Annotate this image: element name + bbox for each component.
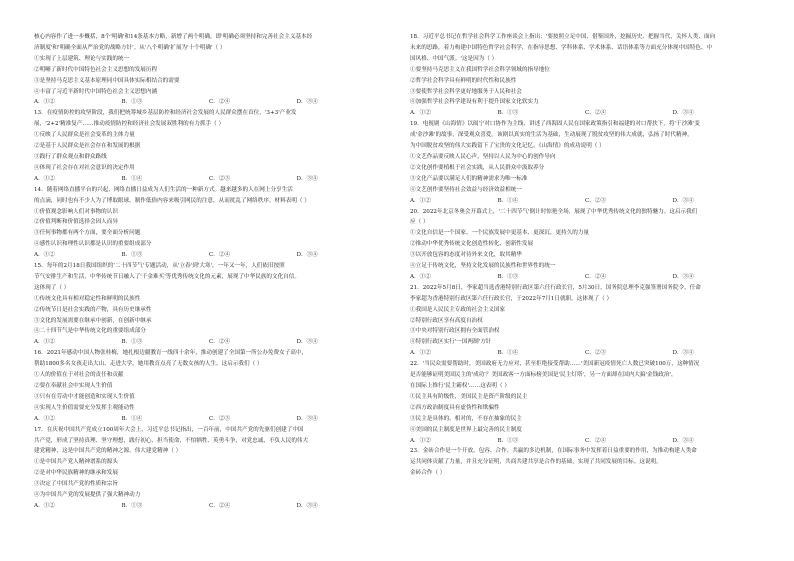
text-line: 20．2022年北京冬奥会开幕式上，'二十四节气'倒计时惊艳全场，展现了中华优秀传统文化的独特魅力。这启示我们 — [410, 208, 698, 215]
answer-option: C．②④ — [585, 110, 607, 117]
answer-option: D．③④ — [296, 415, 318, 422]
text-line: ③文化的发展需要在继承中创新，在创新中继承 — [34, 317, 152, 324]
text-line: ③以开放包容的态度对待外来文化，取其精华 — [410, 252, 522, 259]
answer-option: C．②③ — [585, 197, 607, 204]
answer-option: D．③④ — [296, 99, 318, 106]
text-line: ②明晰了新时代中国特色社会主义思想的发展历程 — [34, 66, 158, 73]
right-column — [410, 32, 760, 541]
answer-option: C．②④ — [585, 273, 607, 280]
text-line: ④美国的民主制度是世界上最完善的民主制度 — [410, 426, 522, 433]
text-line: ②文化创作要植根于社会实践，从人民群众中汲取养分 — [410, 164, 545, 171]
answer-option: C．②③ — [209, 175, 231, 182]
text-line: 22．'当民众需要帮助时，美国政府无力应对，甚至拒绝接受帮助……'美国新冠疫情死亡人数已突破100万，这种情况 — [410, 361, 700, 368]
answer-option: A．①② — [34, 99, 55, 106]
answer-option: D．③④ — [296, 339, 318, 346]
text-line: ①是中国共产党人精神谱系的源头 — [34, 459, 118, 466]
text-line: 这体现了（ ） — [34, 284, 70, 291]
text-line: 21．2022年5月8日，李家超当选香港特别行政区第六任行政长官，5月30日，国务院总理李克强签署国务院令，任命 — [410, 284, 701, 291]
answer-option: C．②④ — [209, 339, 231, 346]
text-line: 建党精神，这是中国共产党的精神之源。伟大建党精神（ ） — [34, 448, 182, 455]
answer-option: A．①② — [34, 175, 55, 182]
text-line: 共产党，形成了坚持真理、坚守理想，践行初心、担当使命，不怕牺牲、英勇斗争，对党忠诚、不负人民的伟大 — [34, 437, 309, 444]
text-line: ②推动中华优秀传统文化创造性转化、创新性发展 — [410, 241, 534, 248]
text-line: ③中央对特别行政区拥有全面管治权 — [410, 328, 500, 335]
text-line: ②特别行政区享有高度自治权 — [410, 317, 483, 324]
text-line: ③只有在劳动中才能创造和实现人生价值 — [34, 393, 135, 400]
answer-option: A．①② — [410, 110, 431, 117]
left-column — [34, 32, 384, 541]
answer-option: B．①③ — [497, 110, 519, 117]
text-line: 为中国脱贫攻坚的伟大实践留下了宝贵的文化记忆。《山海情》的成功说明（ ） — [410, 143, 605, 150]
answer-option: C．②④ — [209, 502, 231, 509]
answer-option: B．①④ — [121, 175, 143, 182]
answer-option: A．①② — [410, 197, 431, 204]
text-line: 16．2021年感动中国人物张桂梅，她扎根边疆教育一线四十余年，推动创建了全国第一所公办免费女子高中， — [34, 350, 308, 357]
text-line: ③是坚持马克思主义基本原理同中国具体实际相结合的需要 — [34, 77, 180, 84]
answer-option: A．①② — [410, 273, 431, 280]
text-line: 国风格、中国气派。'这是因为（ ） — [410, 55, 498, 62]
answer-option: D．③④ — [296, 175, 318, 182]
text-line: 李家超为香港特别行政区第六任行政长官，于2022年7月1日就职。这体现了（ ） — [410, 295, 613, 302]
text-line: ④立足于传统文化，坚持文化发展的民族性和世界性的统一 — [410, 263, 556, 270]
answer-option: D．③④ — [672, 437, 694, 444]
answer-options — [34, 250, 384, 261]
text-line: ③决定了中国共产党的性质和宗旨 — [34, 481, 118, 488]
text-line: ④为中国共产党的发展提供了强大精神动力 — [34, 492, 141, 499]
text-line: ④文艺创作要坚持社会效益与经济效益相统一 — [410, 186, 522, 193]
text-line: ④特别行政区实行'一国两制'方针 — [410, 339, 492, 346]
text-line: ①我国是人民民主专政的社会主义国家 — [410, 306, 506, 313]
answer-option: B．①③ — [121, 502, 143, 509]
text-line: ③践行了群众观点和群众路线 — [34, 153, 107, 160]
text-line: 的点滴，同时也有不少人为了博取眼球，制作低俗内容来吸引网民的注意，从而扰乱了网络秩序。材料表明（ ） — [34, 197, 310, 204]
answer-options — [34, 337, 384, 348]
text-line: 23．金砖合作是一个开放、包容、合作、共赢的多边机制，在国际事务中发挥着日益重要的作用，为推动构建人类命 — [410, 448, 697, 455]
text-line: 未来的思路，着力构建中国特色哲学社会科学，在指导思想、学科体系、学术体系、话语体系等方面充分体现中国特色、中 — [410, 44, 713, 51]
text-line: ④体现了社会存在对社会意识的决定作用 — [34, 164, 135, 171]
text-line: ①反映了人民群众是社会变革的主体力量 — [34, 132, 135, 139]
answer-options — [410, 108, 760, 119]
answer-option: A．①② — [410, 437, 431, 444]
answer-option: C．②③ — [585, 350, 607, 357]
text-line: ④加强哲学社会科学建设有利于提升国家文化软实力 — [410, 99, 539, 106]
answer-option: A．①② — [410, 350, 431, 357]
text-line: 应（ ） — [410, 219, 429, 226]
answer-options — [410, 272, 760, 283]
text-line: ①实现了上层建筑、理论与实践的统一 — [34, 55, 130, 62]
text-line: 核心内容作了进一步概括，8个'明确'和14条基本方略，新增了两个明确，即'明确必须坚持和完善社会主义基本经 — [34, 34, 313, 40]
text-line: 金砖合作（ ） — [410, 470, 446, 477]
text-line: 17．在庆祝中国共产党成立100周年大会上，习近平总书记指出，一百年前，中国共产党的先驱们创建了中国 — [34, 426, 304, 433]
text-line: ②西方政治制度具有虚伪性和欺骗性 — [410, 404, 500, 411]
answer-options — [34, 501, 384, 512]
answer-option: B．①③ — [121, 252, 143, 259]
text-line: ②价值判断和价值选择会因人而异 — [34, 219, 118, 226]
answer-option: C．②④ — [209, 252, 231, 259]
answer-option: A．①② — [34, 339, 55, 346]
text-line: 展，'2+2'精准复产……推动疫情防控和经济社会发展双胜利的有力抓手（ ） — [34, 121, 225, 128]
text-line: ②是基于人民群众是社会存在和发展的根据 — [34, 143, 141, 150]
text-line: ①文化自信是一个国家、一个民族发展中更基本、更深沉、更持久的力量 — [410, 230, 590, 237]
text-line: 在国际上推行'民主霸权'……这表明（ ） — [410, 383, 510, 389]
text-line: ④实现人生价值需要充分发挥主观能动性 — [34, 404, 135, 411]
text-line: ①人的价值在于对社会的责任和贡献 — [34, 372, 124, 379]
text-line: ③民主是具体的、相对的，不存在抽象的民主 — [410, 415, 522, 422]
answer-option: D．③④ — [296, 502, 318, 509]
text-line: ①民主具有阶级性，美国民主是资产阶级的民主 — [410, 393, 528, 400]
text-line: 15．每年的2月18日我国组织的'二十四节气'专题活动，从'立春'到'大寒'，一年又一年，人们依旧按照 — [34, 263, 285, 270]
text-line: 是否能够证明美国民主的'成功'？美国政客一方面标榜美国是'民主灯塔'，另一方面却在国内大搞'金钱政治'， — [410, 372, 677, 379]
text-line: 运共同体贡献了力量，并且充分证明，共商共建共享是合作的基础，实现了共同发展的目标。这说明， — [410, 459, 662, 466]
text-line: 帮助1800多名女孩走出大山、走进大学，她用教育点亮了无数女孩的人生。这启示我们（ ） — [34, 361, 263, 368]
answer-option: A．①② — [34, 502, 55, 509]
answer-option: B．①④ — [497, 350, 519, 357]
text-line: ①要坚持马克思主义在我国哲学社会科学领域的指导地位 — [410, 66, 550, 73]
text-line: ③要使哲学社会科学更好地服务于人民和社会 — [410, 88, 522, 95]
text-line: 节气安排生产和生活，中华传统节日融入了'千金难买'等优秀传统文化的元素，展现了中华民族的文化自信。 — [34, 273, 300, 280]
answer-option: C．②④ — [585, 437, 607, 444]
answer-option: C．②④ — [209, 99, 231, 106]
answer-option: D．③④ — [672, 350, 694, 357]
text-line: ③任何事物都有两个方面，要全面分析问题 — [34, 230, 141, 237]
answer-option: D．③④ — [296, 252, 318, 259]
answer-options — [410, 436, 760, 447]
answer-options — [34, 174, 384, 185]
answer-option: B．①③ — [497, 437, 519, 444]
text-line: ④丰富了习近平新时代中国特色社会主义思想内涵 — [34, 88, 158, 95]
answer-option: A．①② — [34, 415, 55, 422]
answer-options — [34, 414, 384, 425]
answer-option: A．①② — [34, 252, 55, 259]
text-line: 18．习近平总书记在哲学社会科学工作座谈会上指出：'要按照立足中国、借鉴国外，挖掘历史、把握当代，关怀人类、面向 — [410, 34, 716, 40]
text-line: ①传统文化具有相对稳定性和鲜明的民族性 — [34, 295, 141, 302]
text-line: 13．在疫情防控的攻坚阶段，我们把统筹城乡基层防控和经济社会发展的人民群众摆在首位，'3+3'产业发 — [34, 110, 297, 117]
answer-option: B．①③ — [497, 273, 519, 280]
text-line: 济制度'和'明确全面从严治党的战略方针'。从'八个明确'扩展为'十个明确'（ ） — [34, 44, 226, 51]
text-line: 成'金沙滩'的故事，深受观众喜爱。该剧以真实的生活为基础，生动展现了脱贫攻坚的伟大成就，弘扬了时代精神， — [410, 132, 693, 139]
text-line: ②要在奉献社会中实现人生价值 — [34, 383, 113, 389]
answer-options — [410, 196, 760, 207]
answer-option: B．①④ — [497, 197, 519, 204]
answer-option: C．②③ — [209, 415, 231, 422]
answer-options — [410, 348, 760, 359]
text-line: ③文化产品要以满足人们的精神需求为唯一标准 — [410, 175, 528, 182]
answer-option: B．①④ — [121, 415, 143, 422]
answer-option: B．①③ — [121, 339, 143, 346]
text-line: 14．随着网络直播平台的兴起，网络直播日益成为人们生活的一种新方式。越来越多的人在网上分享生活 — [34, 186, 293, 193]
answer-option: D．③④ — [672, 110, 694, 117]
text-line: ④二十四节气是中华传统文化的重要组成部分 — [34, 328, 146, 335]
answer-option: B．①③ — [121, 99, 143, 106]
text-line: ④感性认识和理性认识都是认识的重要组成部分 — [34, 241, 152, 248]
answer-option: D．③④ — [672, 197, 694, 204]
text-line: ①文艺作品要反映人民心声，坚持以人民为中心的创作导向 — [410, 153, 556, 160]
text-line: ②哲学社会科学具有鲜明的时代性和民族性 — [410, 77, 517, 84]
answer-options — [34, 97, 384, 108]
text-line: ②是对中华民族精神的继承和发展 — [34, 470, 118, 477]
text-line: 19．电视剧《山海情》以闽宁对口协作为主线，讲述了西海固人民在国家政策指引和福建的对口帮扶下，将'干沙滩'变 — [410, 121, 700, 128]
text-line: ①价值观念影响人们对事物的认识 — [34, 208, 118, 215]
text-line: ②传统节日是社会实践的产物，具有历史继承性 — [34, 306, 152, 313]
answer-option: D．③④ — [672, 273, 694, 280]
